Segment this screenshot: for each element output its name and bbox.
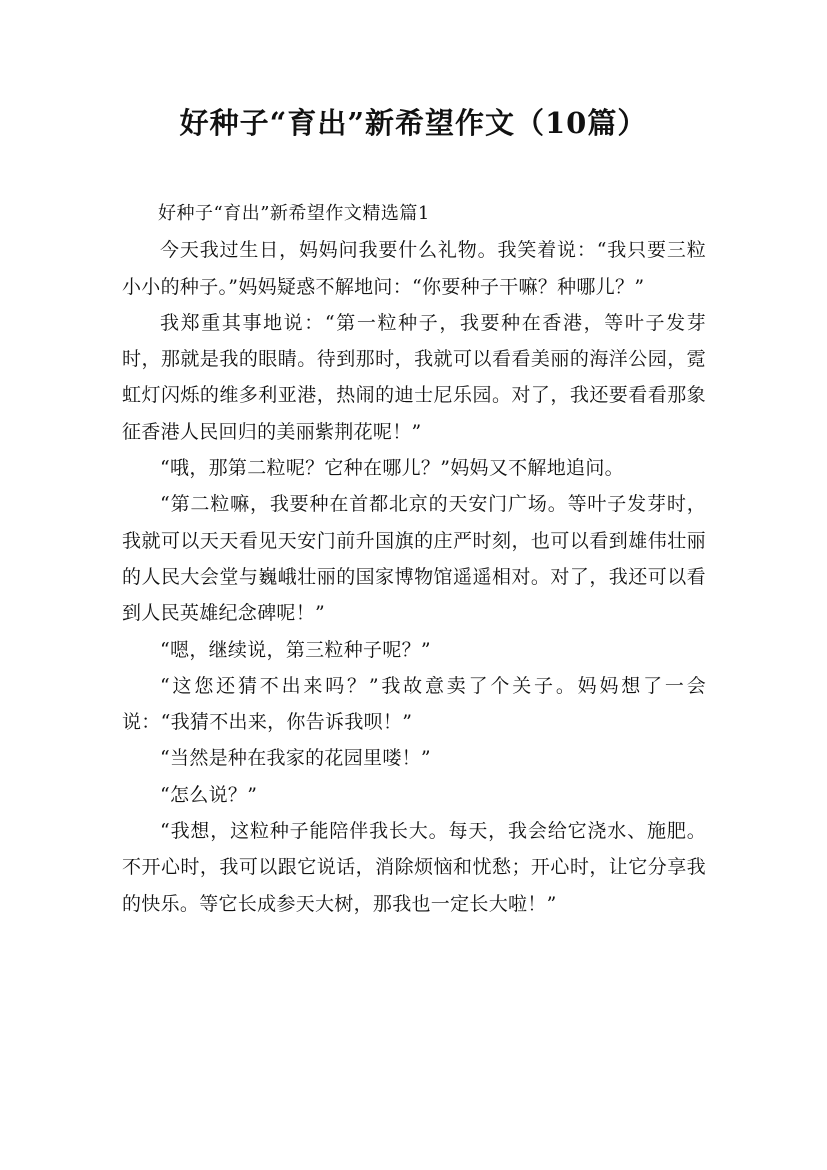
paragraph: “当然是种在我家的花园里喽！” (160, 747, 431, 770)
document-body (122, 196, 706, 922)
paragraph: 今天我过生日，妈妈问我要什么礼物。我笑着说：“我只要三粒小小的种子。”妈妈疑惑不解地问：“你要种子干嘛？种哪儿？” (122, 239, 706, 298)
document-title: 好种子“育出”新希望作文（10篇） (179, 106, 648, 140)
paragraph: “怎么说？” (160, 783, 258, 806)
paragraph: “哦，那第二粒呢？它种在哪儿？”妈妈又不解地追问。 (160, 457, 624, 480)
paragraph: “第二粒嘛，我要种在首都北京的天安门广场。等叶子发芽时，我就可以天天看见天安门前升国旗的庄严时刻，也可以看到雄伟壮丽的人民大会堂与巍峨壮丽的国家博物馆遥遥相对。对了，我还可以看到人民英雄纪念碑呢！” (122, 493, 706, 625)
paragraph: “我想，这粒种子能陪伴我长大。每天，我会给它浇水、施肥。不开心时，我可以跟它说话，消除烦恼和忧愁；开心时，让它分享我的快乐。等它长成参天大树，那我也一定长大啦！” (122, 820, 706, 915)
paragraph: 我郑重其事地说：“第一粒种子，我要种在香港，等叶子发芽时，那就是我的眼睛。待到那时，我就可以看看美丽的海洋公园，霓虹灯闪烁的维多利亚港，热闹的迪士尼乐园。对了，我还要看看那象征香港人民回归的美丽紫荆花呢！” (122, 311, 706, 443)
section-heading: 好种子“育出”新希望作文精选篇1 (158, 203, 430, 224)
paragraph: “这您还猜不出来吗？”我故意卖了个关子。妈妈想了一会说：“我猜不出来，你告诉我呗！” (122, 674, 706, 734)
paragraph: “嗯，继续说，第三粒种子呢？” (160, 638, 431, 661)
